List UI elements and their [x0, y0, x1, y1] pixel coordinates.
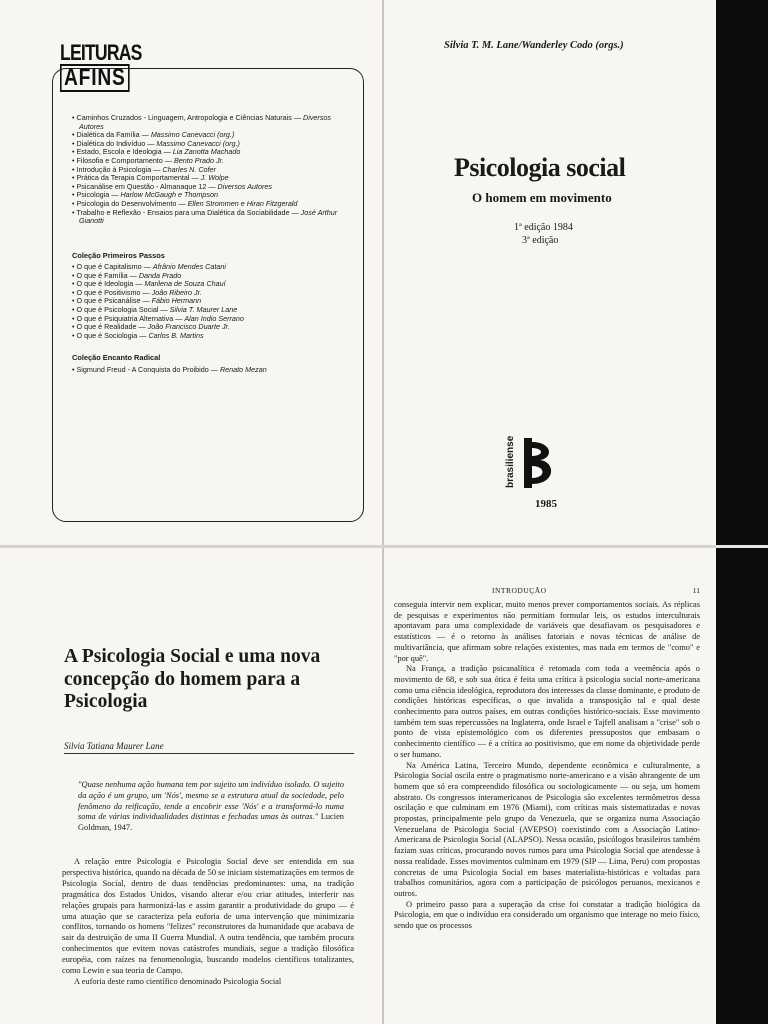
paragraph: conseguia intervir nem explicar, muito menos prever comportamentos sociais. As réplicas de pesquisas e experimentos não permitiam formular leis, os estudos interculturais apontavam para uma complexidade de variáveis que desafiavam os pesquisadores e estatísticos — é o retorno às análises fatoriais e novas técnicas de análise de multivariância, que afirmam sobre relações existentes, mas nada em termos de "como" e "por quê".: [394, 600, 700, 663]
list-item: • O que é Sociologia — Carlos B. Martins: [72, 332, 352, 341]
list-item: • Filosofia e Comportamento — Bento Prado Jr.: [72, 157, 352, 166]
paragraph: A relação entre Psicologia e Psicologia Social deve ser entendida em sua perspectiva histórica, quando na década de 50 se iniciam sistematizações em termos de Psicologia Social, dentro de duas tendências predominantes: uma, na tradição pragmática dos Estados Unidos, visando alterar e/ou criar atitudes, interferir nas relações grupais para harmonizá-las e assim garantir a produtividade do grupo — é uma atuação que se caracteriza pela euforia de uma intervenção que minimizaria conflitos, tornando os homens "felizes" reconstrutores da humanidade que acabava de sair da destruição de uma II Guerra Mundial. A outra tendência, que também procura conhecimentos que evitem novas catástrofes mundiais, segue a tradição filosófica européia, com raízes na fenomenologia, buscando modelos científicos totalizantes, como Lewin e sua teoria de Campo.: [62, 857, 354, 976]
publisher-name: brasiliense: [505, 435, 516, 488]
chapter-body: [62, 857, 354, 988]
book-title: Psicologia social: [454, 153, 626, 182]
page-number: 11: [692, 586, 700, 595]
list-item: • Dialética do Indivíduo — Massimo Canevacci (org.): [72, 140, 352, 149]
list-item: • Estado, Escola e Ideologia — Lia Zanotta Machado: [72, 148, 352, 157]
list-item: • Introdução à Psicologia — Charles N. Cofer: [72, 166, 352, 175]
list-item: • O que é Família — Danda Prado: [72, 272, 352, 281]
list-item: • Trabalho e Reflexão - Ensaios para uma Dialética da Sociabilidade — José Arthur Gianotti: [72, 209, 352, 226]
list-item: • Psicologia do Desenvolvimento — Ellen Strommen e Hiran Fitzgerald: [72, 200, 352, 209]
list-item: • O que é Positivismo — João Ribeiro Jr.: [72, 289, 352, 298]
chapter-title: A Psicologia Social e uma nova concepção do homem para a Psicologia: [64, 646, 321, 712]
list-item: • Psicanálise em Questão - Almanaque 12 — Diversos Autores: [72, 183, 352, 192]
edition-info: 3ª edição: [522, 235, 559, 246]
list-item: • Dialética da Família — Massimo Canevacci (org.): [72, 131, 352, 140]
dark-margin-bottom: [716, 548, 768, 1024]
list-item: • Psicologia — Harlow McGaugh e Thompson: [72, 191, 352, 200]
paragraph: Na França, a tradição psicanalítica é retomada com toda a veemência após o movimento de 68, e sob sua ótica é feita uma crítica à psicologia social norte-americana como uma ciência ideológica, reprodutora dos interesses da classe dominante, e produto de condições históricas específicas, o que invalida a transposição tal e qual deste conhecimento para outros países, em outras condições histórico-sociais. Esse movimento também tem suas repercussões na Inglaterra, onde Israel e Tajfell analisam a "crise" sob o ponto de vista epistemológico com os diferentes pressupostos que embasam o conhecimento científico — é a crítica ao positivismo, que em nome da objetividade perde o ser humano.: [394, 664, 700, 759]
book-authors: Silvia T. M. Lane/Wanderley Codo (orgs.): [444, 40, 624, 51]
list-item: • Prática da Terapia Comportamental — J. Wolpe: [72, 174, 352, 183]
page-body: [394, 600, 700, 932]
paragraph: A euforia deste ramo científico denominado Psicologia Social: [74, 976, 282, 986]
list-item: • O que é Capitalismo — Afrânio Mendes Catani: [72, 263, 352, 272]
book-subtitle: O homem em movimento: [472, 190, 612, 205]
list-item: • Sigmund Freud - A Conquista do Proibido — Renato Mezan: [72, 366, 352, 375]
epigraph: "Quase nenhuma ação humana tem por sujeito um indivíduo isolado. O sujeito da ação é um grupo, um 'Nós', mesmo se a estrutura atual da sociedade, pelo fenômeno da reificação, tende a encobrir esse 'Nós' e a transformá-lo numa soma de várias individualidades distintas e fechadas umas às outras." Lucien Goldman, 1947.: [78, 780, 344, 833]
list-item: • O que é Ideologia — Marilena de Souza Chauí: [72, 280, 352, 289]
paragraph: O primeiro passo para a superação da crise foi constatar a tradição biológica da Psicologia, em que o indivíduo era considerado um organismo que interage no meio físico, sendo que os processos: [394, 899, 700, 931]
edition-info: 1ª edição 1984: [514, 222, 573, 233]
book-list: [72, 114, 352, 226]
list-item: • O que é Psicologia Social — Silvia T. Maurer Lane: [72, 306, 352, 315]
list-item: • O que é Psicanálise — Fábio Hermann: [72, 297, 352, 306]
paragraph: Na América Latina, Terceiro Mundo, dependente econômica e culturalmente, a Psicologia Social oscila entre o pragmatismo norte-americano e a visão abrangente de um homem que só era compreendido filosófica ou sociologicamente — ou seja, um homem abstrato. Os congressos interamericanos de Psicologia são excelentes termômetros dessa oscilação e que culminam em 1976 (Miami), com críticas mais sistematizadas e novas propostas, principalmente pelo grupo da Venezuela, que se organiza numa Associação Venezuelana de Psicologia Social (AVEPSO) coexistindo com a Associação Latino-Americana de Psicologia Social (ALAPSO). Nessa ocasião, psicólogos brasileiros também faziam suas críticas, procurando novos rumos para uma Psicologia Social que atendesse à nossa realidade. Esses movimentos culminam em 1979 (SIP — Lima, Peru) com propostas concretas de uma Psicologia Social em bases materialista-históricas e voltadas para trabalhos comunitários, agora com a participação de psicólogos peruanos, mexicanos e outros.: [394, 760, 700, 898]
list-item: • O que é Realidade — João Francisco Duarte Jr.: [72, 323, 352, 332]
chapter-author: Silvia Tatiana Maurer Lane: [64, 741, 354, 754]
book-list-primeiros-passos: [72, 263, 352, 340]
page-chapter-opening: [0, 548, 382, 1024]
publisher-logo-icon: [522, 438, 558, 488]
list-item: • O que é Psiquiatria Alternativa — Alan Indio Serrano: [72, 315, 352, 324]
dark-margin-top: [716, 0, 768, 545]
leituras-afins-logo: LEITURAS AFINS: [60, 40, 142, 91]
page-introduction: INTRODUÇÃO 11 conseguia intervir nem explicar, muito menos prever comportamentos sociais. As réplicas de pesquisas e experimentos não permitiam formular leis, os estudos interculturais apontavam para uma complexidade de variáveis que desafiavam os pesquisadores e estatísticos — é o retorno às análises fatoriais e novas técnicas de análise de multivariância, que afirmam sobre relações existentes, mas nada em termos de "como" e "por quê". Na França, a tradição psicanalítica é retomada com toda a veemência após o movimento de 68, e sob sua ótica é feita uma crítica à psicologia social norte-americana como uma ciência ideológica, reprodutora dos interesses da classe dominante, e produto de condições históricas específicas, o que invalida a transposição tal e qual deste conhecimento para outros países, em outras condições histórico-sociais. Esse movimento também tem suas repercussões na Inglaterra, onde Israel e Tajfell analisam a "crise" sob o ponto de vista epistemológico com os diferentes pressupostos que embasam o conhecimento científico — é a crítica ao positivismo, que em nome da objetividade perde o ser humano. Na América Latina, Terceiro Mundo, dependente econômica e culturalmente, a Psicologia Social oscila entre o pragmatismo norte-americano e a visão abrangente de um homem que só era compreendido filosófica ou sociologicamente — ou seja, um homem abstrato. Os congressos interamericanos de Psicologia são excelentes termômetros dessa oscilação e que culminam em 1976 (Miami), com críticas mais sistematizadas e novas propostas, principalmente pelo grupo da Venezuela, que se organiza numa Associação Venezuelana de Psicologia Social (AVEPSO) coexistindo com a Associação Latino-Americana de Psicologia Social (ALAPSO). Nessa ocasião, psicólogos brasileiros também faziam suas críticas, procurando novos rumos para uma Psicologia Social que atendesse à nossa realidade. Esses movimentos culminam em 1979 (SIP — Lima, Peru) com propostas concretas de uma Psicologia Social em bases materialista-históricas e voltadas para trabalhos comunitários, agora com a participação de psicólogos peruanos, mexicanos e outros. O primeiro passo para a superação da crise foi constatar a tradição biológica da Psicologia, em que o indivíduo era considerado um organismo que interage no meio físico, sendo que os processos: [384, 548, 716, 1024]
book-list-encanto-radical: [72, 366, 352, 375]
page-leituras-afins: [0, 0, 382, 545]
publication-year: 1985: [535, 498, 557, 510]
section-heading: Coleção Primeiros Passos: [72, 251, 165, 260]
section-heading: Coleção Encanto Radical: [72, 353, 161, 362]
list-item: • Caminhos Cruzados - Linguagem, Antropologia e Ciências Naturais — Diversos Autores: [72, 114, 352, 131]
page-title-page: [384, 0, 716, 545]
